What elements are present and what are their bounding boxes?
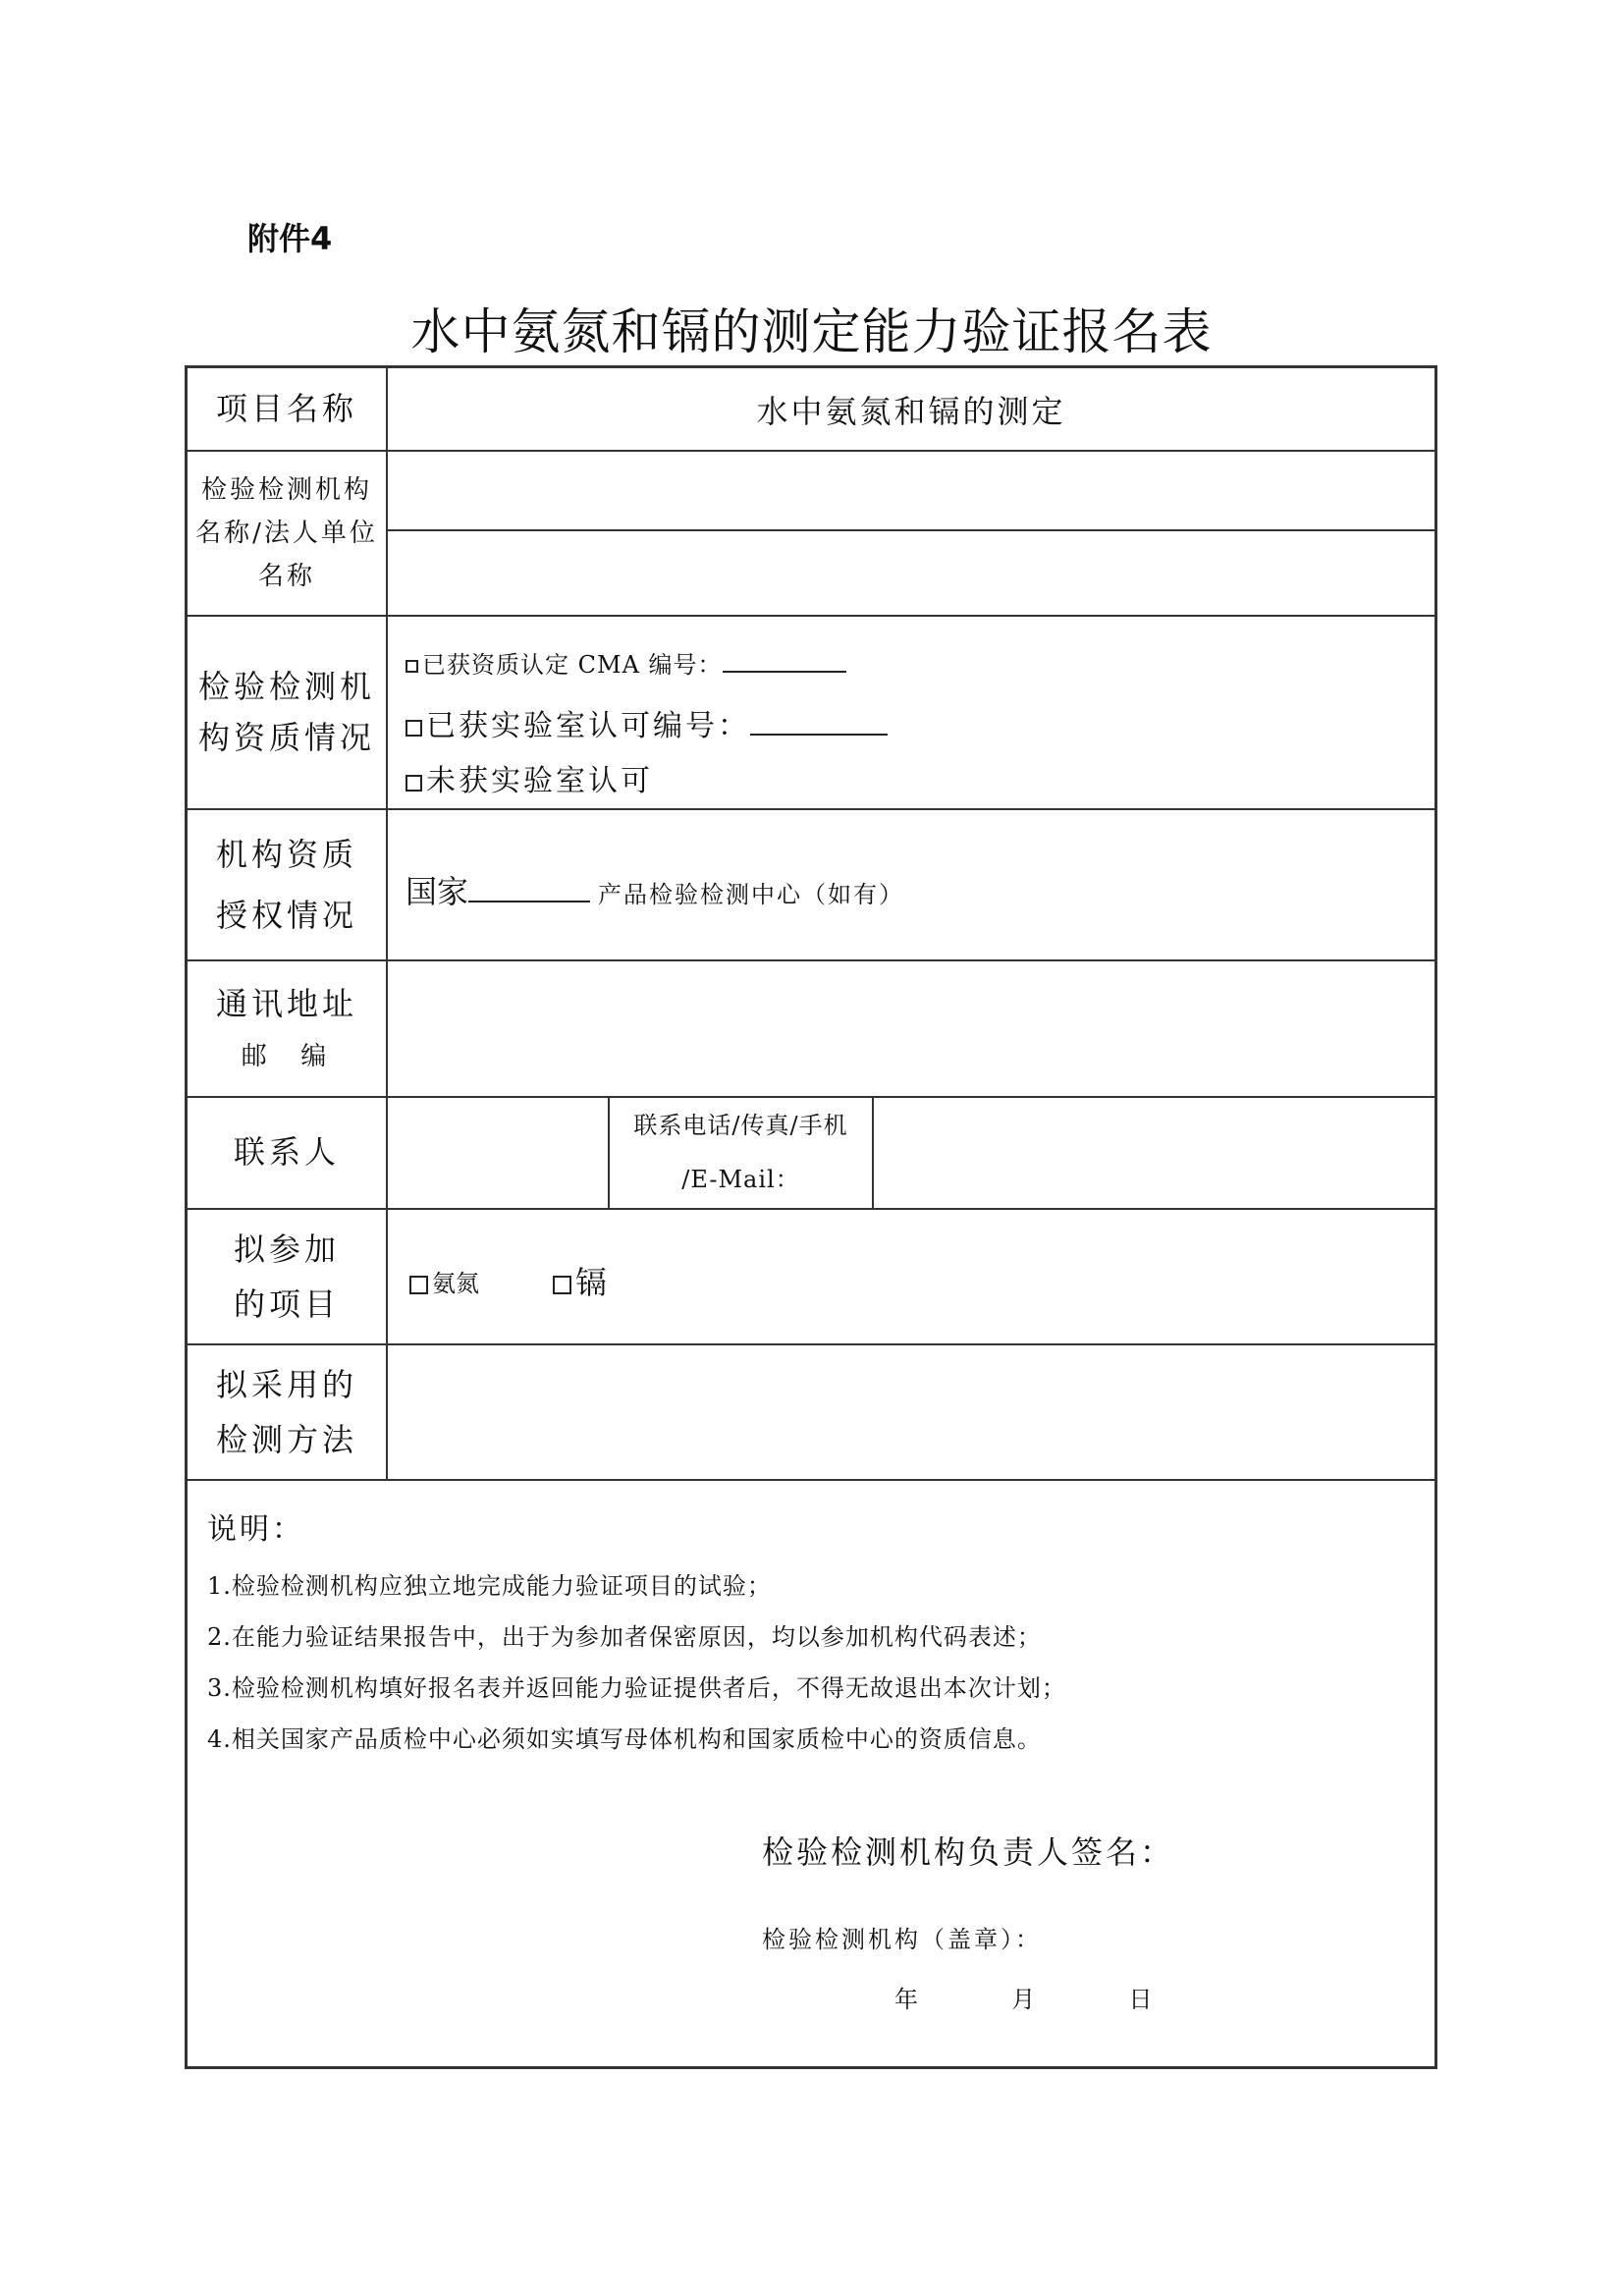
checkbox-icon[interactable]	[553, 1276, 571, 1294]
authorization-prefix: 国家	[406, 873, 469, 910]
phone-label-line: 联系电话/传真/手机	[633, 1111, 848, 1139]
phone-label-line: /E-Mail：	[681, 1166, 800, 1193]
notes-heading: 说明：	[207, 1512, 304, 1547]
method-label	[188, 1345, 386, 1479]
address-field[interactable]	[388, 961, 1434, 1096]
items-label-line: 拟参加	[233, 1230, 340, 1268]
items-label-line: 的项目	[233, 1285, 340, 1323]
postcode-label: 邮 编	[241, 1041, 333, 1071]
registration-form	[185, 365, 1437, 2069]
no-accreditation-option[interactable]	[406, 756, 653, 799]
contact-label: 联系人	[233, 1133, 340, 1172]
qualification-label-line: 构资质情况	[197, 718, 375, 756]
org-name-label-line: 名称	[257, 562, 315, 592]
ammonia-option[interactable]	[409, 1264, 479, 1298]
cma-number-blank[interactable]	[723, 649, 846, 673]
row-divider	[188, 1479, 1434, 1481]
note-item: 2.在能力验证结果报告中，出于为参加者保密原因，均以参加机构代码表述；	[207, 1623, 1042, 1651]
accreditation-number-blank[interactable]	[750, 704, 888, 736]
attachment-label: 附件4	[247, 220, 333, 257]
ammonia-option-label: 氨氮	[432, 1270, 479, 1297]
lab-accreditation-option-label: 已获实验室认可编号：	[426, 709, 750, 743]
method-label-line: 检测方法	[215, 1421, 357, 1458]
address-label-line: 通讯地址	[215, 985, 357, 1022]
authorization-field[interactable]	[406, 867, 904, 912]
cma-option[interactable]	[406, 645, 846, 680]
cadmium-option-label: 镉	[575, 1264, 608, 1301]
project-name-value: 水中氨氮和镉的测定	[756, 392, 1066, 430]
qualification-label	[188, 617, 386, 808]
checkbox-icon[interactable]	[406, 720, 422, 737]
seal-label: 检验检测机构（盖章）：	[762, 1926, 1042, 1953]
checkbox-icon[interactable]	[406, 775, 422, 792]
org-name-field[interactable]	[388, 452, 1434, 529]
authorization-label	[188, 810, 386, 959]
signer-signature: 检验检测机构负责人签名：	[762, 1833, 1175, 1871]
document-title: 水中氨氮和镉的测定能力验证报名表	[410, 303, 1213, 360]
method-field[interactable]	[388, 1345, 1434, 1479]
checkbox-icon[interactable]	[406, 660, 418, 673]
cma-option-label: 已获资质认定 CMA 编号：	[422, 651, 723, 679]
authorization-label-line: 授权情况	[215, 897, 357, 934]
checkbox-icon[interactable]	[409, 1276, 428, 1294]
method-label-line: 拟采用的	[215, 1366, 357, 1403]
phone-field[interactable]	[874, 1098, 1434, 1208]
address-label	[188, 961, 386, 1096]
note-item: 4.相关国家产品质检中心必须如实填写母体机构和国家质检中心的资质信息。	[207, 1725, 1042, 1753]
contact-field[interactable]	[388, 1098, 608, 1208]
org-name-label-line: 检验检测机构	[200, 474, 372, 505]
org-name-label-line: 名称/法人单位	[195, 518, 378, 548]
cadmium-option[interactable]	[553, 1258, 607, 1303]
org-name-label	[188, 452, 386, 615]
date-label: 年 月 日	[894, 1986, 1153, 2013]
legal-entity-field[interactable]	[388, 531, 1434, 615]
qualification-label-line: 检验检测机	[197, 668, 375, 706]
no-accreditation-option-label: 未获实验室认可	[426, 764, 653, 798]
project-name-label: 项目名称	[215, 389, 357, 427]
lab-accreditation-option[interactable]	[406, 701, 888, 744]
phone-label	[610, 1098, 872, 1208]
authorization-suffix: 产品检验检测中心（如有）	[598, 881, 905, 908]
note-item: 1.检验检测机构应独立地完成能力验证项目的试验；	[207, 1572, 772, 1600]
note-item: 3.检验检测机构填好报名表并返回能力验证提供者后，不得无故退出本次计划；	[207, 1674, 1066, 1702]
authorization-label-line: 机构资质	[215, 835, 357, 873]
items-label	[188, 1210, 386, 1343]
authorization-blank[interactable]	[468, 871, 590, 902]
